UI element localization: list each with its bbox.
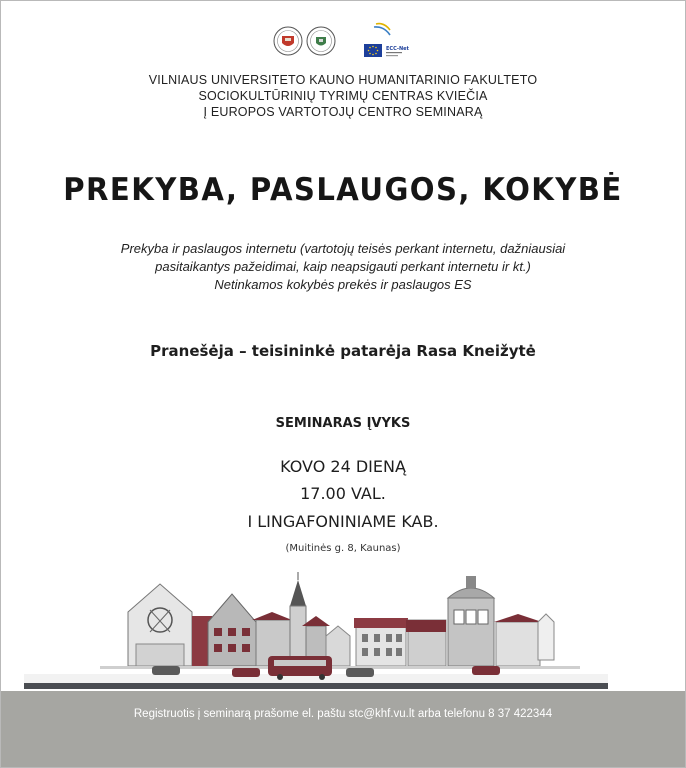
city-skyline-illustration bbox=[0, 570, 686, 692]
logo-row bbox=[0, 22, 686, 66]
eu-logo-text: ECC-Net bbox=[386, 46, 409, 52]
car bbox=[232, 668, 260, 677]
organizer-line-2: SOCIOKULTŪRINIŲ TYRIMŲ CENTRAS KVIEČIA bbox=[198, 89, 488, 103]
topic-line-1: Prekyba ir paslaugos internetu (vartotojų teisės perkant internetu, dažniausiai bbox=[120, 241, 566, 256]
topic-line-3: Netinkamos kokybės prekės ir paslaugos ES bbox=[214, 277, 472, 292]
seminar-title: PREKYBA, PASLAUGOS, KOKYBĖ bbox=[63, 172, 623, 208]
ecc-net-eu-logo bbox=[362, 22, 410, 62]
topic-line-2: pasitaikantys pažeidimai, kaip neapsigauti perkant internetu ir kt.) bbox=[155, 259, 531, 274]
event-time: 17.00 VAL. bbox=[300, 484, 386, 503]
organizer-line-3: Į EUROPOS VARTOTOJŲ CENTRO SEMINARĄ bbox=[203, 105, 483, 119]
street-bar bbox=[24, 683, 608, 689]
car bbox=[472, 666, 500, 675]
organizer-header bbox=[0, 72, 686, 120]
skyline-buildings bbox=[128, 572, 554, 666]
footer-bar bbox=[1, 691, 685, 767]
registration-info: Registruotis į seminarą prašome el. paštu stc@khf.vu.lt arba telefonu 8 37 422344 bbox=[133, 708, 553, 720]
event-address: (Muitinės g. 8, Kaunas) bbox=[285, 543, 401, 554]
event-date: KOVO 24 DIENĄ bbox=[280, 457, 406, 476]
university-seal-icon bbox=[273, 26, 303, 56]
car bbox=[152, 666, 180, 675]
seminar-topics bbox=[60, 240, 626, 294]
faculty-seal-icon bbox=[306, 26, 336, 56]
car bbox=[346, 668, 374, 677]
event-place: I LINGAFONINIAME KAB. bbox=[247, 512, 439, 531]
speaker: Pranešėja – teisininkė patarėja Rasa Kneižytė bbox=[150, 342, 536, 360]
organizer-line-1: VILNIAUS UNIVERSITETO KAUNO HUMANITARINIO FAKULTETO bbox=[148, 73, 538, 87]
event-heading: SEMINARAS ĮVYKS bbox=[275, 416, 411, 431]
